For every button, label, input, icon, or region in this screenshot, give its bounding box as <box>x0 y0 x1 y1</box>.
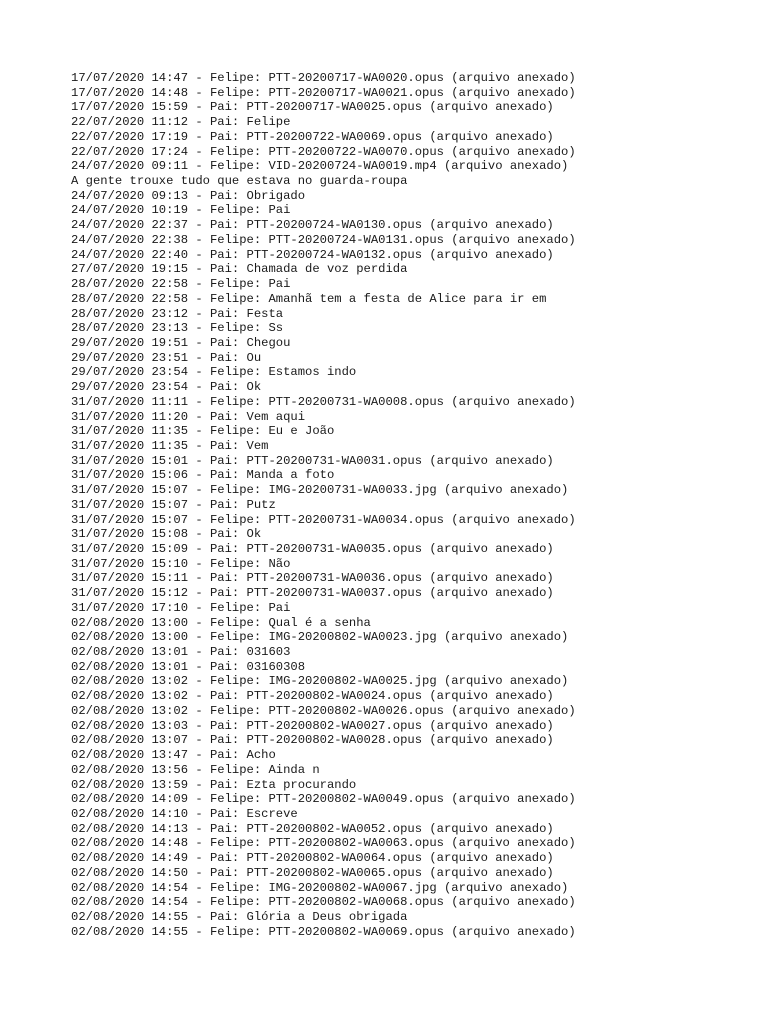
chat-line: 28/07/2020 23:13 - Felipe: Ss <box>71 321 284 336</box>
chat-line: 02/08/2020 13:56 - Felipe: Ainda n <box>71 762 320 777</box>
chat-line: 22/07/2020 17:19 - Pai: PTT-20200722-WA0069.opus (arquivo anexado) <box>71 129 554 144</box>
chat-line: 17/07/2020 14:48 - Felipe: PTT-20200717-WA0021.opus (arquivo anexado) <box>71 85 576 100</box>
chat-line: 31/07/2020 11:35 - Felipe: Eu e João <box>71 424 335 439</box>
chat-line: 02/08/2020 13:02 - Felipe: IMG-20200802-WA0025.jpg (arquivo anexado) <box>71 674 569 689</box>
chat-line: 31/07/2020 15:07 - Felipe: IMG-20200731-WA0033.jpg (arquivo anexado) <box>71 483 569 498</box>
chat-line: 02/08/2020 14:54 - Felipe: PTT-20200802-WA0068.opus (arquivo anexado) <box>71 895 576 910</box>
chat-line: 31/07/2020 15:12 - Pai: PTT-20200731-WA0037.opus (arquivo anexado) <box>71 586 554 601</box>
chat-line: 02/08/2020 13:59 - Pai: Ezta procurando <box>71 777 357 792</box>
chat-line: 31/07/2020 15:10 - Felipe: Não <box>71 556 291 571</box>
chat-line: 31/07/2020 15:06 - Pai: Manda a foto <box>71 468 335 483</box>
chat-line: 02/08/2020 13:47 - Pai: Acho <box>71 748 276 763</box>
chat-line: 02/08/2020 14:55 - Felipe: PTT-20200802-WA0069.opus (arquivo anexado) <box>71 924 576 939</box>
chat-line: 24/07/2020 22:38 - Felipe: PTT-20200724-WA0131.opus (arquivo anexado) <box>71 232 576 247</box>
chat-line: 24/07/2020 10:19 - Felipe: Pai <box>71 203 291 218</box>
chat-line: 02/08/2020 13:03 - Pai: PTT-20200802-WA0027.opus (arquivo anexado) <box>71 718 554 733</box>
chat-line: 02/08/2020 14:49 - Pai: PTT-20200802-WA0064.opus (arquivo anexado) <box>71 851 554 866</box>
chat-line: 22/07/2020 11:12 - Pai: Felipe <box>71 115 291 130</box>
chat-line: 22/07/2020 17:24 - Felipe: PTT-20200722-WA0070.opus (arquivo anexado) <box>71 144 576 159</box>
chat-line: 02/08/2020 14:13 - Pai: PTT-20200802-WA0052.opus (arquivo anexado) <box>71 821 554 836</box>
chat-line: 02/08/2020 14:55 - Pai: Glória a Deus obrigada <box>71 909 408 924</box>
chat-line: 02/08/2020 13:07 - Pai: PTT-20200802-WA0028.opus (arquivo anexado) <box>71 733 554 748</box>
chat-line: A gente trouxe tudo que estava no guarda-roupa <box>71 174 408 189</box>
chat-line: 02/08/2020 13:00 - Felipe: Qual é a senha <box>71 615 371 630</box>
chat-line: 02/08/2020 14:50 - Pai: PTT-20200802-WA0065.opus (arquivo anexado) <box>71 865 554 880</box>
chat-line: 31/07/2020 15:07 - Felipe: PTT-20200731-WA0034.opus (arquivo anexado) <box>71 512 576 527</box>
chat-line: 29/07/2020 23:54 - Pai: Ok <box>71 380 262 395</box>
chat-line: 29/07/2020 19:51 - Pai: Chegou <box>71 335 291 350</box>
chat-line: 31/07/2020 15:07 - Pai: Putz <box>71 497 276 512</box>
chat-line: 31/07/2020 15:08 - Pai: Ok <box>71 527 262 542</box>
chat-log <box>71 71 576 939</box>
chat-line: 02/08/2020 13:01 - Pai: 031603 <box>71 645 291 660</box>
chat-line: 31/07/2020 11:11 - Felipe: PTT-20200731-WA0008.opus (arquivo anexado) <box>71 394 576 409</box>
chat-line: 02/08/2020 14:48 - Felipe: PTT-20200802-WA0063.opus (arquivo anexado) <box>71 836 576 851</box>
chat-line: 24/07/2020 22:40 - Pai: PTT-20200724-WA0132.opus (arquivo anexado) <box>71 247 554 262</box>
chat-line: 02/08/2020 13:02 - Pai: PTT-20200802-WA0024.opus (arquivo anexado) <box>71 689 554 704</box>
chat-line: 24/07/2020 09:13 - Pai: Obrigado <box>71 188 306 203</box>
chat-line: 27/07/2020 19:15 - Pai: Chamada de voz perdida <box>71 262 408 277</box>
chat-line: 02/08/2020 13:02 - Felipe: PTT-20200802-WA0026.opus (arquivo anexado) <box>71 703 576 718</box>
chat-line: 17/07/2020 14:47 - Felipe: PTT-20200717-WA0020.opus (arquivo anexado) <box>71 71 576 85</box>
chat-line: 31/07/2020 15:01 - Pai: PTT-20200731-WA0031.opus (arquivo anexado) <box>71 453 554 468</box>
chat-line: 02/08/2020 13:01 - Pai: 03160308 <box>71 659 306 674</box>
chat-line: 02/08/2020 14:54 - Felipe: IMG-20200802-WA0067.jpg (arquivo anexado) <box>71 880 569 895</box>
chat-line: 31/07/2020 15:09 - Pai: PTT-20200731-WA0035.opus (arquivo anexado) <box>71 542 554 556</box>
chat-line: 31/07/2020 17:10 - Felipe: Pai <box>71 600 291 615</box>
chat-line: 28/07/2020 22:58 - Felipe: Pai <box>71 277 291 292</box>
chat-line: 17/07/2020 15:59 - Pai: PTT-20200717-WA0025.opus (arquivo anexado) <box>71 100 554 115</box>
chat-line: 02/08/2020 14:09 - Felipe: PTT-20200802-WA0049.opus (arquivo anexado) <box>71 792 576 807</box>
chat-line: 31/07/2020 11:20 - Pai: Vem aqui <box>71 409 306 424</box>
chat-line: 02/08/2020 14:10 - Pai: Escreve <box>71 806 298 821</box>
chat-line: 31/07/2020 11:35 - Pai: Vem <box>71 438 269 453</box>
chat-line: 28/07/2020 23:12 - Pai: Festa <box>71 306 284 321</box>
chat-line: 31/07/2020 15:11 - Pai: PTT-20200731-WA0036.opus (arquivo anexado) <box>71 571 554 586</box>
chat-line: 29/07/2020 23:51 - Pai: Ou <box>71 350 262 365</box>
chat-line: 29/07/2020 23:54 - Felipe: Estamos indo <box>71 365 357 380</box>
chat-line: 28/07/2020 22:58 - Felipe: Amanhã tem a festa de Alice para ir em <box>71 291 547 306</box>
chat-line: 24/07/2020 22:37 - Pai: PTT-20200724-WA0130.opus (arquivo anexado) <box>71 218 554 233</box>
chat-line: 24/07/2020 09:11 - Felipe: VID-20200724-WA0019.mp4 (arquivo anexado) <box>71 159 569 174</box>
chat-line: 02/08/2020 13:00 - Felipe: IMG-20200802-WA0023.jpg (arquivo anexado) <box>71 630 569 645</box>
